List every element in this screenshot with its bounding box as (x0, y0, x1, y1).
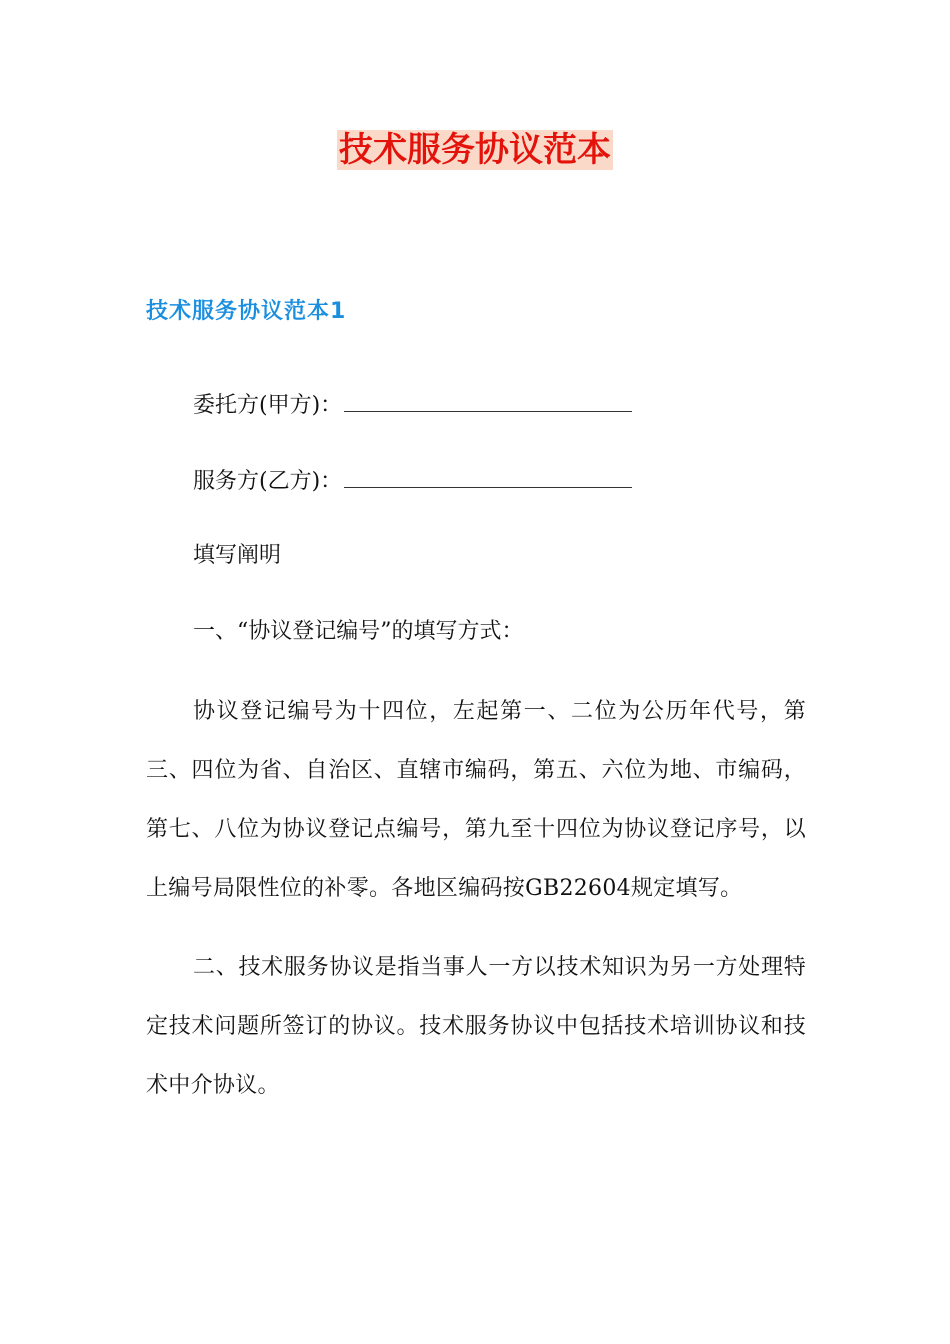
party-b-label: 服务方(乙方)： (193, 469, 343, 494)
item-1-heading: 一、“协议登记编号”的填写方式： (193, 619, 524, 644)
item-2-body: 二、技术服务协议是指当事人一方以技术知识为另一方处理特定技术问题所签订的协议。技术服务协议中包括技术培训协议和技术中介协议。 (146, 955, 806, 1098)
section-heading: 技术服务协议范本1 (146, 299, 347, 324)
party-a-blank (344, 387, 632, 412)
document-title (0, 126, 950, 174)
instructions-heading: 填写阐明 (193, 543, 282, 568)
party-b-line (193, 462, 806, 502)
party-a-label: 委托方(甲方)： (193, 393, 343, 418)
document-title-text: 技术服务协议范本 (339, 130, 611, 170)
item-1-body: 协议登记编号为十四位，左起第一、二位为公历年代号，第三、四位为省、自治区、直辖市编码，第五、六位为地、市编码，第七、八位为协议登记点编号，第九至十四位为协议登记序号，以上编号局限性位的补零。各地区编码按GB22604规定填写。 (146, 699, 806, 901)
party-b-blank (344, 463, 632, 488)
party-a-line (193, 386, 806, 426)
